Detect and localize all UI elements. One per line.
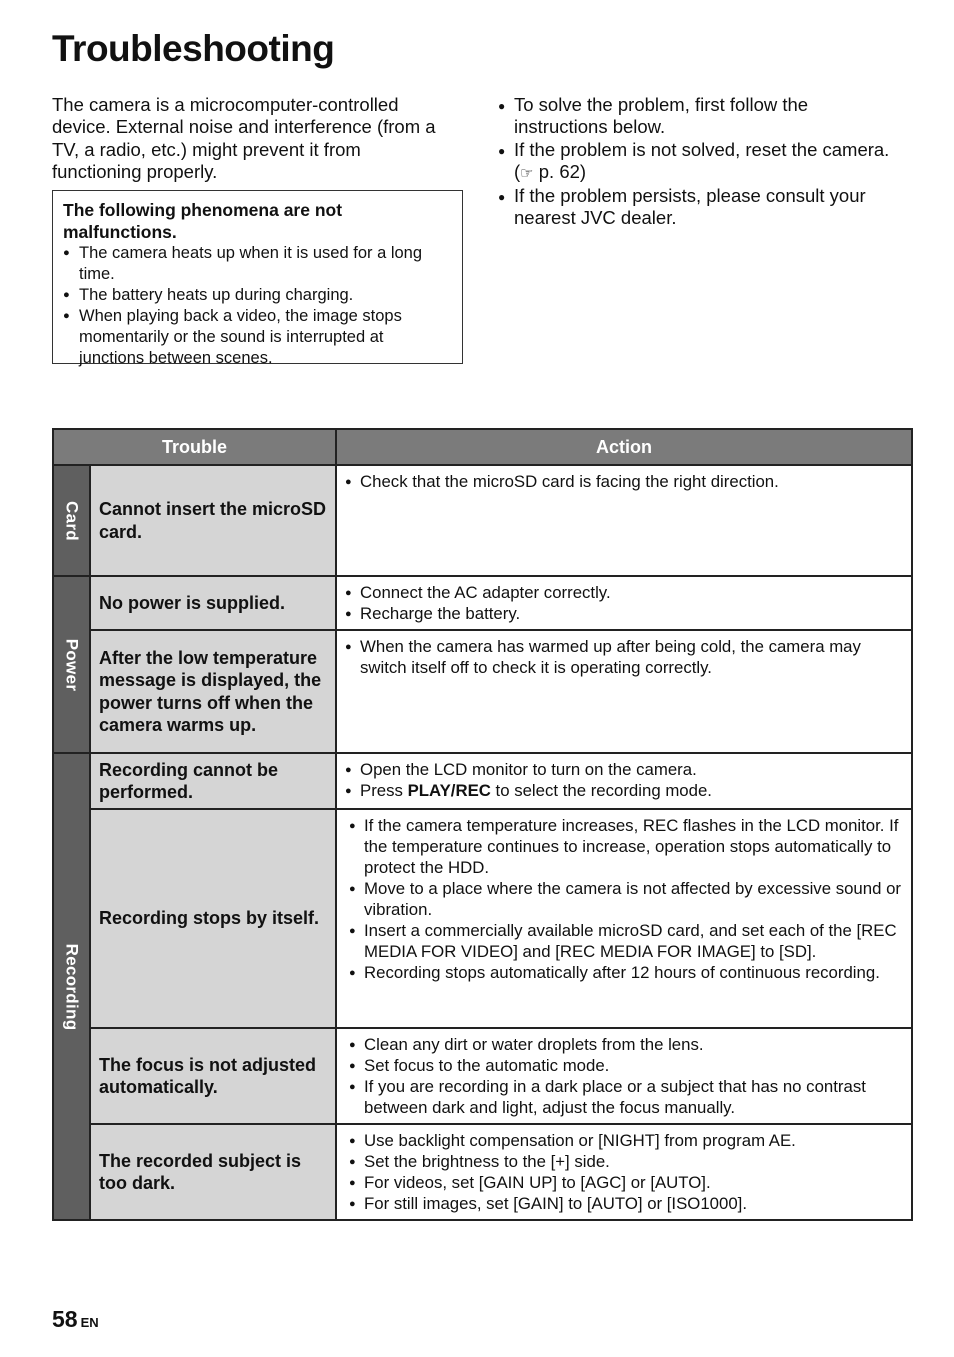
trouble-cell: Cannot insert the microSD card.: [90, 465, 336, 576]
not-malfunctions-box: [52, 190, 463, 367]
list-item: ● For videos, set [GAIN UP] to [AGC] or [AUTO].: [349, 1172, 903, 1193]
list-item: ● Move to a place where the camera is not affected by excessive sound or vibration.: [349, 878, 903, 920]
step-reset-text: If the problem is not solved, reset the camera. (: [514, 138, 890, 182]
intro-paragraph: The camera is a microcomputer-controlled device. External noise and interference (from a TV, a radio, etc.) might prevent it from functioning properly.: [52, 94, 436, 182]
action-cell: [336, 809, 912, 1028]
list-item: ● Recording stops automatically after 12 hours of continuous recording.: [349, 962, 903, 983]
action-cell: [336, 1124, 912, 1220]
page-reference: p. 62): [533, 160, 587, 182]
list-item: ● Recharge the battery.: [345, 603, 903, 624]
list-item: ● Use backlight compensation or [NIGHT] from program AE.: [349, 1130, 903, 1151]
list-item: [498, 139, 903, 186]
header-action: Action: [336, 429, 912, 465]
instruction-steps: [498, 94, 903, 230]
header-trouble: Trouble: [53, 429, 336, 465]
table-header-row: [53, 429, 912, 465]
list-item: ● Set focus to the automatic mode.: [349, 1055, 903, 1076]
table-row: [53, 809, 912, 1028]
list-item: ● When the camera has warmed up after being cold, the camera may switch itself off to check it is operating correctly.: [345, 636, 903, 678]
trouble-cell: The focus is not adjusted automatically.: [90, 1028, 336, 1124]
list-item: ● If the camera temperature increases, REC flashes in the LCD monitor. If the temperature continues to increase, operation stops automatically to protect the HDD.: [349, 815, 903, 878]
action-cell: [336, 753, 912, 809]
list-item: [345, 780, 903, 801]
category-card: Card: [53, 465, 90, 576]
list-item: ● Open the LCD monitor to turn on the camera.: [345, 759, 903, 780]
list-item: ● Set the brightness to the [+] side.: [349, 1151, 903, 1172]
list-item: ● Connect the AC adapter correctly.: [345, 582, 903, 603]
list-item: ● When playing back a video, the image stops momentarily or the sound is interrupted at junctions between scenes.: [63, 306, 452, 369]
action-cell: [336, 1028, 912, 1124]
list-item: ● The camera heats up when it is used for a long time.: [63, 243, 452, 285]
list-item: ● If the problem persists, please consult your nearest JVC dealer.: [498, 185, 903, 230]
action-cell: [336, 576, 912, 630]
page-number: 58 EN: [52, 1306, 99, 1332]
page-title: Troubleshooting: [52, 28, 335, 69]
troubleshooting-table: [52, 428, 913, 1221]
trouble-cell: Recording stops by itself.: [90, 809, 336, 1028]
language-code: EN: [80, 1315, 99, 1330]
pointing-hand-icon: ☞: [520, 164, 534, 182]
table-row: [53, 1124, 912, 1220]
trouble-cell: Recording cannot be performed.: [90, 753, 336, 809]
list-item: ● To solve the problem, first follow the instructions below.: [498, 94, 903, 139]
table-row: [53, 1028, 912, 1124]
list-item: ● Check that the microSD card is facing the right direction.: [345, 471, 903, 492]
action-cell: [336, 630, 912, 753]
list-item: ● If you are recording in a dark place or a subject that has no contrast between dark and light, adjust the focus manually.: [349, 1076, 903, 1118]
list-item: ● Clean any dirt or water droplets from the lens.: [349, 1034, 903, 1055]
not-malfunctions-list: [63, 243, 452, 369]
table-row: [53, 465, 912, 576]
trouble-cell: No power is supplied.: [90, 576, 336, 630]
table-row: [53, 630, 912, 753]
list-item: ● Insert a commercially available microSD card, and set each of the [REC MEDIA FOR VIDEO] and [REC MEDIA FOR IMAGE] to [SD].: [349, 920, 903, 962]
trouble-cell: The recorded subject is too dark.: [90, 1124, 336, 1220]
not-malfunctions-title: The following phenomena are not malfunctions.: [63, 200, 343, 242]
trouble-cell: After the low temperature message is displayed, the power turns off when the camera warms up.: [90, 630, 336, 753]
category-recording: Recording: [53, 753, 90, 1220]
list-item: ● For still images, set [GAIN] to [AUTO] or [ISO1000].: [349, 1193, 903, 1214]
action-cell: [336, 465, 912, 576]
play-rec-label: PLAY/REC: [407, 781, 491, 800]
table-row: [53, 576, 912, 630]
action-text: Press: [360, 781, 408, 800]
category-power: Power: [53, 576, 90, 753]
table-row: [53, 753, 912, 809]
list-item: ● The battery heats up during charging.: [63, 285, 452, 306]
action-text: to select the recording mode.: [490, 781, 712, 800]
